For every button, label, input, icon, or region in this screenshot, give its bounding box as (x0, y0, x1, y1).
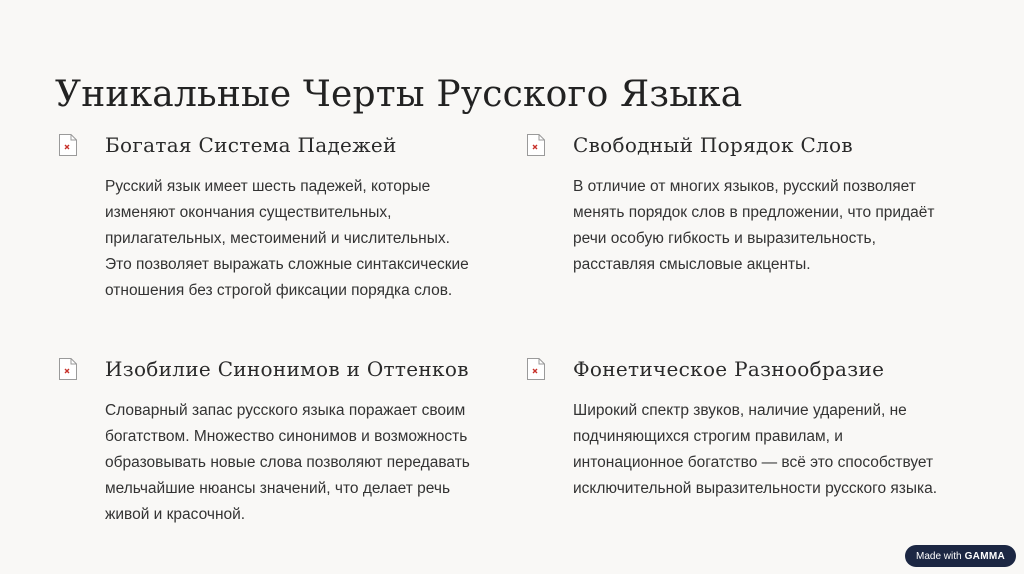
badge-prefix: Made with (916, 550, 962, 562)
card-body: Русский язык имеет шесть падежей, которые изменяют окончания существительных, прилагательных, местоимений и числительных. Это позволяет выражать сложные синтаксические отношения без строгой фиксации порядка слов. (105, 178, 469, 299)
feature-card (58, 357, 478, 528)
broken-image-icon (526, 357, 546, 381)
card-body: Широкий спектр звуков, наличие ударений, не подчиняющихся строгим правилам, и интонационное богатство — всё это способствует исключительной выразительности русского языка. (573, 402, 938, 497)
card-body: Словарный запас русского языка поражает своим богатством. Множество синонимов и возможность образовывать новые слова позволяют передавать мельчайшие нюансы значений, что делает речь живой и красочной. (105, 402, 470, 523)
gamma-logo: GAMMA (964, 550, 1005, 562)
feature-card (526, 357, 946, 502)
card-body: В отличие от многих языков, русский позволяет менять порядок слов в предложении, что придаёт речи особую гибкость и выразительность, расставляя смысловые акценты. (573, 178, 935, 273)
card-heading: Фонетическое Разнообразие (573, 357, 885, 381)
feature-card (58, 133, 478, 304)
page-title: Уникальные Черты Русского Языка (55, 74, 743, 116)
card-heading: Изобилие Синонимов и Оттенков (105, 357, 469, 381)
broken-image-icon (58, 133, 78, 157)
card-heading: Богатая Система Падежей (105, 133, 397, 157)
broken-image-icon (526, 133, 546, 157)
card-heading: Свободный Порядок Слов (573, 133, 853, 157)
feature-card (526, 133, 946, 278)
made-with-gamma-badge[interactable] (905, 545, 1016, 567)
broken-image-icon (58, 357, 78, 381)
